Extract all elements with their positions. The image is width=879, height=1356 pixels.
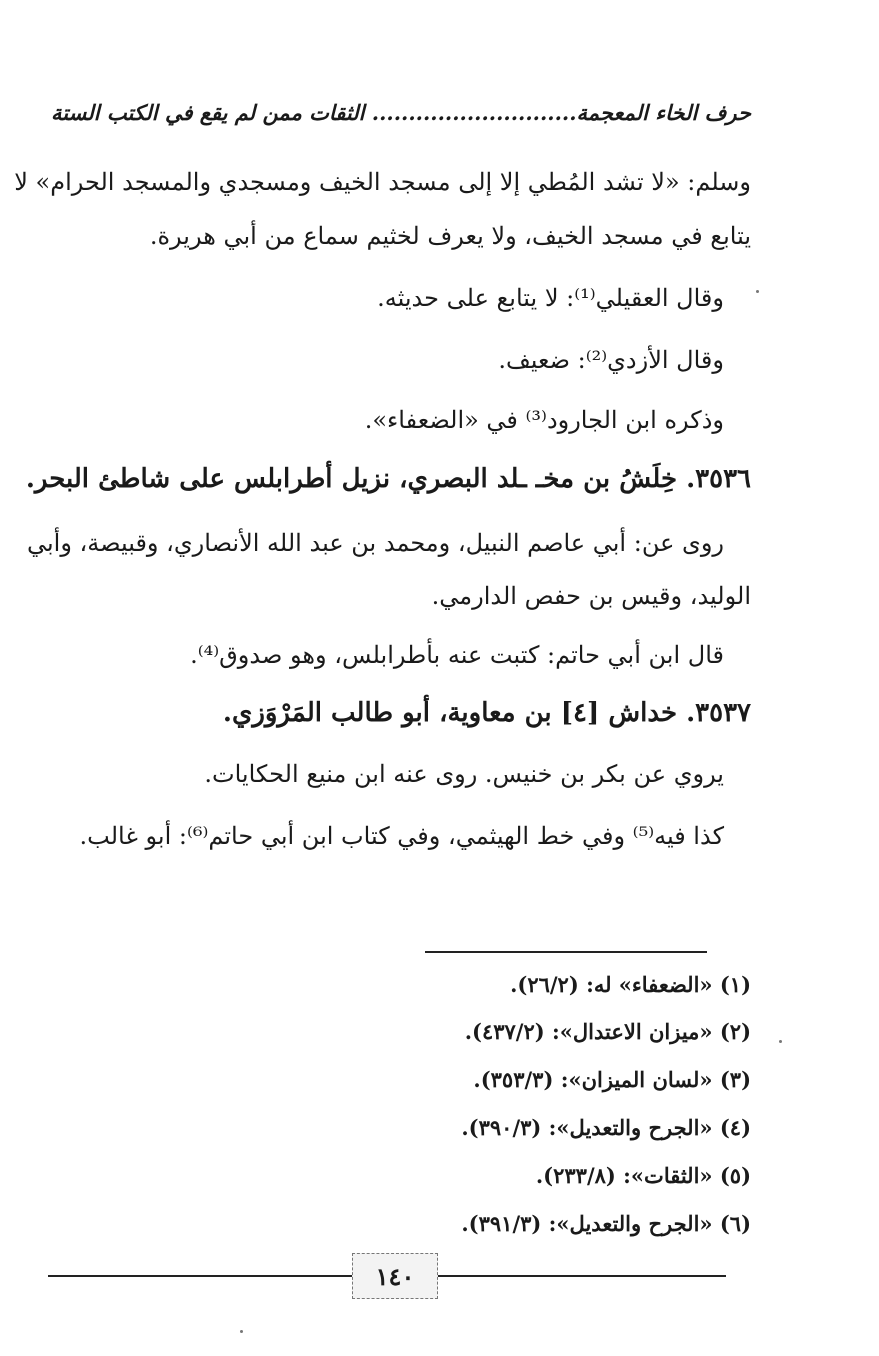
footnote-separator [425,951,707,953]
body-line: كذا فيه⁽⁵⁾ وفي خط الهيثمي، وفي كتاب ابن أبي حاتم⁽⁶⁾: أبو غالب. [79,822,724,850]
body-line: وسلم: «لا تشد المُطي إلا إلى مسجد الخيف ومسجدي والمسجد الحرام» لا [14,168,751,196]
scan-speck [779,1040,782,1043]
page-rule-right [436,1275,726,1277]
body-line: وقال العقيلي⁽¹⁾: لا يتابع على حديثه. [377,284,724,312]
body-line: روى عن: أبي عاصم النبيل، ومحمد بن عبد الله الأنصاري، وقبيصة، وأبي [26,529,724,557]
scan-speck [756,290,759,293]
entry-heading-3536: ٣٥٣٦. خِلَشُ بن مخـ ـلد البصري، نزيل أطرابلس على شاطئ البحر. [25,464,751,494]
footnote-3: (٣) «لسان الميزان»: (٣٥٣/٣). [473,1067,751,1092]
page-number: ١٤٠ [352,1253,438,1299]
body-line: وقال الأزدي⁽²⁾: ضعيف. [498,346,724,374]
body-line: يروي عن بكر بن خنيس. روى عنه ابن منيع الحكايات. [204,760,724,788]
running-header: حرف الخاء المعجمة............................ الثقات ممن لم يقع في الكتب الستة [50,100,751,125]
body-line: يتابع في مسجد الخيف، ولا يعرف لخثيم سماع من أبي هريرة. [149,222,751,250]
footnote-5: (٥) «الثقات»: (٢٣٣/٨). [535,1163,751,1188]
entry-heading-3537: ٣٥٣٧. خداش [٤] بن معاوية، أبو طالب المَرْوَزي. [222,698,751,728]
footnote-2: (٢) «ميزان الاعتدال»: (٤٣٧/٢). [464,1019,751,1044]
footnote-4: (٤) «الجرح والتعديل»: (٣٩٠/٣). [461,1115,751,1140]
footnote-1: (١) «الضعفاء» له: (٢٦/٢). [510,972,751,997]
footnote-6: (٦) «الجرح والتعديل»: (٣٩١/٣). [461,1211,751,1236]
page-rule-left [48,1275,352,1277]
scan-speck [240,1330,243,1333]
body-line: وذكره ابن الجارود⁽³⁾ في «الضعفاء». [364,406,724,434]
body-line: الوليد، وقيس بن حفص الدارمي. [431,582,751,610]
body-line: قال ابن أبي حاتم: كتبت عنه بأطرابلس، وهو صدوق⁽⁴⁾. [190,641,724,669]
